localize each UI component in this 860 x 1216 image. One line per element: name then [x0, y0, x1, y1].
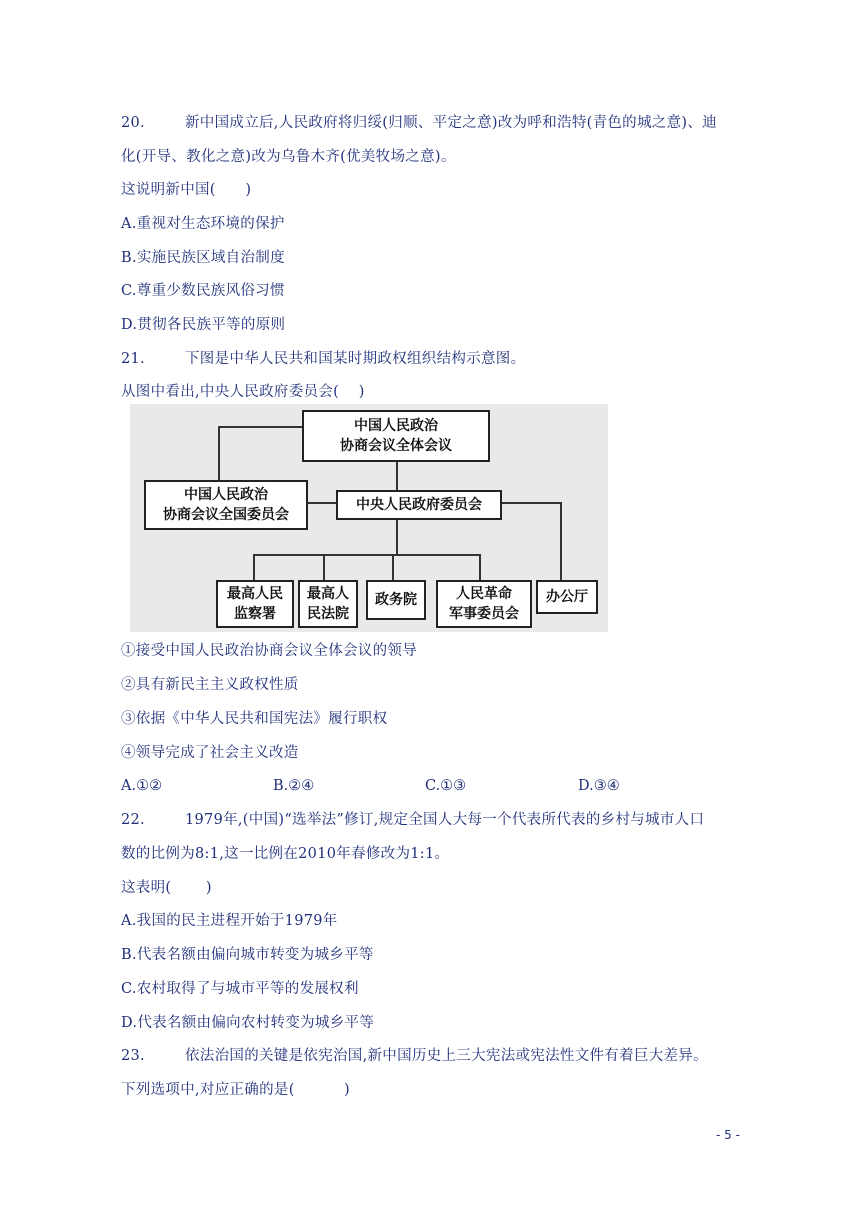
box-government-council: 政务院: [366, 580, 426, 620]
q22-option-a: A.我国的民主进程开始于1979年: [121, 913, 338, 929]
connector: [218, 426, 220, 482]
connector: [306, 502, 340, 504]
q23-number: 23.: [121, 1048, 145, 1064]
q21-statement-2: ②具有新民主主义政权性质: [121, 677, 299, 693]
connector: [253, 554, 255, 582]
connector: [253, 554, 481, 556]
q20-stem: 这说明新中国( ): [121, 182, 252, 198]
q21-option-d: D.③④: [578, 778, 620, 794]
connector: [396, 518, 398, 554]
org-chart-diagram: [130, 404, 608, 632]
q21-option-b: B.②④: [273, 778, 315, 794]
q22-stem: 这表明( ): [121, 880, 212, 896]
box-cppcc-national-committee: 中国人民政治 协商会议全国委员会: [144, 480, 308, 530]
q21-stem: 从图中看出,中央人民政府委员会( ): [121, 384, 365, 400]
q23-stem: 下列选项中,对应正确的是( ): [121, 1082, 350, 1098]
connector: [479, 554, 481, 582]
q21-text: 下图是中华人民共和国某时期政权组织结构示意图。: [185, 351, 526, 367]
box-supreme-procuratorate: 最高人民 监察署: [216, 580, 294, 628]
connector: [500, 502, 562, 504]
q23-text: 依法治国的关键是依宪治国,新中国历史上三大宪法或宪法性文件有着巨大差异。: [185, 1048, 708, 1064]
q21-line1: [121, 349, 525, 369]
q20-option-c: C.尊重少数民族风俗习惯: [121, 283, 285, 299]
q22-line1: [121, 810, 704, 830]
q20-line1: [121, 113, 717, 133]
q21-option-c: C.①③: [425, 778, 467, 794]
box-central-government-committee: 中央人民政府委员会: [336, 490, 502, 520]
q22-option-c: C.农村取得了与城市平等的发展权利: [121, 981, 359, 997]
q21-statement-4: ④领导完成了社会主义改造: [121, 745, 299, 761]
q20-option-d: D.贯彻各民族平等的原则: [121, 317, 286, 333]
q20-option-b: B.实施民族区域自治制度: [121, 250, 285, 266]
q22-line2: 数的比例为8:1,这一比例在2010年春修改为1:1。: [121, 846, 450, 862]
box-supreme-court: 最高人 民法院: [298, 580, 358, 628]
page-number: - 5 -: [716, 1128, 740, 1142]
q20-number: 20.: [121, 115, 145, 131]
q21-statement-3: ③依据《中华人民共和国宪法》履行职权: [121, 711, 388, 727]
q22-text: 1979年,(中国)“选举法”修订,规定全国人大每一个代表所代表的乡村与城市人口: [185, 812, 705, 828]
q20-line2: 化(开导、教化之意)改为乌鲁木齐(优美牧场之意)。: [121, 149, 456, 165]
q21-statement-1: ①接受中国人民政治协商会议全体会议的领导: [121, 643, 417, 659]
connector: [560, 502, 562, 580]
q21-number: 21.: [121, 351, 145, 367]
connector: [218, 426, 304, 428]
box-general-office: 办公厅: [536, 580, 598, 614]
box-cppcc-plenary: 中国人民政治 协商会议全体会议: [302, 410, 490, 462]
connector: [392, 554, 394, 582]
q22-option-d: D.代表名额由偏向农村转变为城乡平等: [121, 1015, 375, 1031]
q22-option-b: B.代表名额由偏向城市转变为城乡平等: [121, 947, 374, 963]
q21-option-a: A.①②: [121, 778, 163, 794]
connector: [323, 554, 325, 582]
q22-number: 22.: [121, 812, 145, 828]
q23-line1: [121, 1046, 708, 1066]
q20-option-a: A.重视对生态环境的保护: [121, 216, 285, 232]
box-military-commission: 人民革命 军事委员会: [436, 580, 532, 628]
q20-text: 新中国成立后,人民政府将归绥(归顺、平定之意)改为呼和浩特(青色的城之意)、迪: [185, 115, 717, 131]
